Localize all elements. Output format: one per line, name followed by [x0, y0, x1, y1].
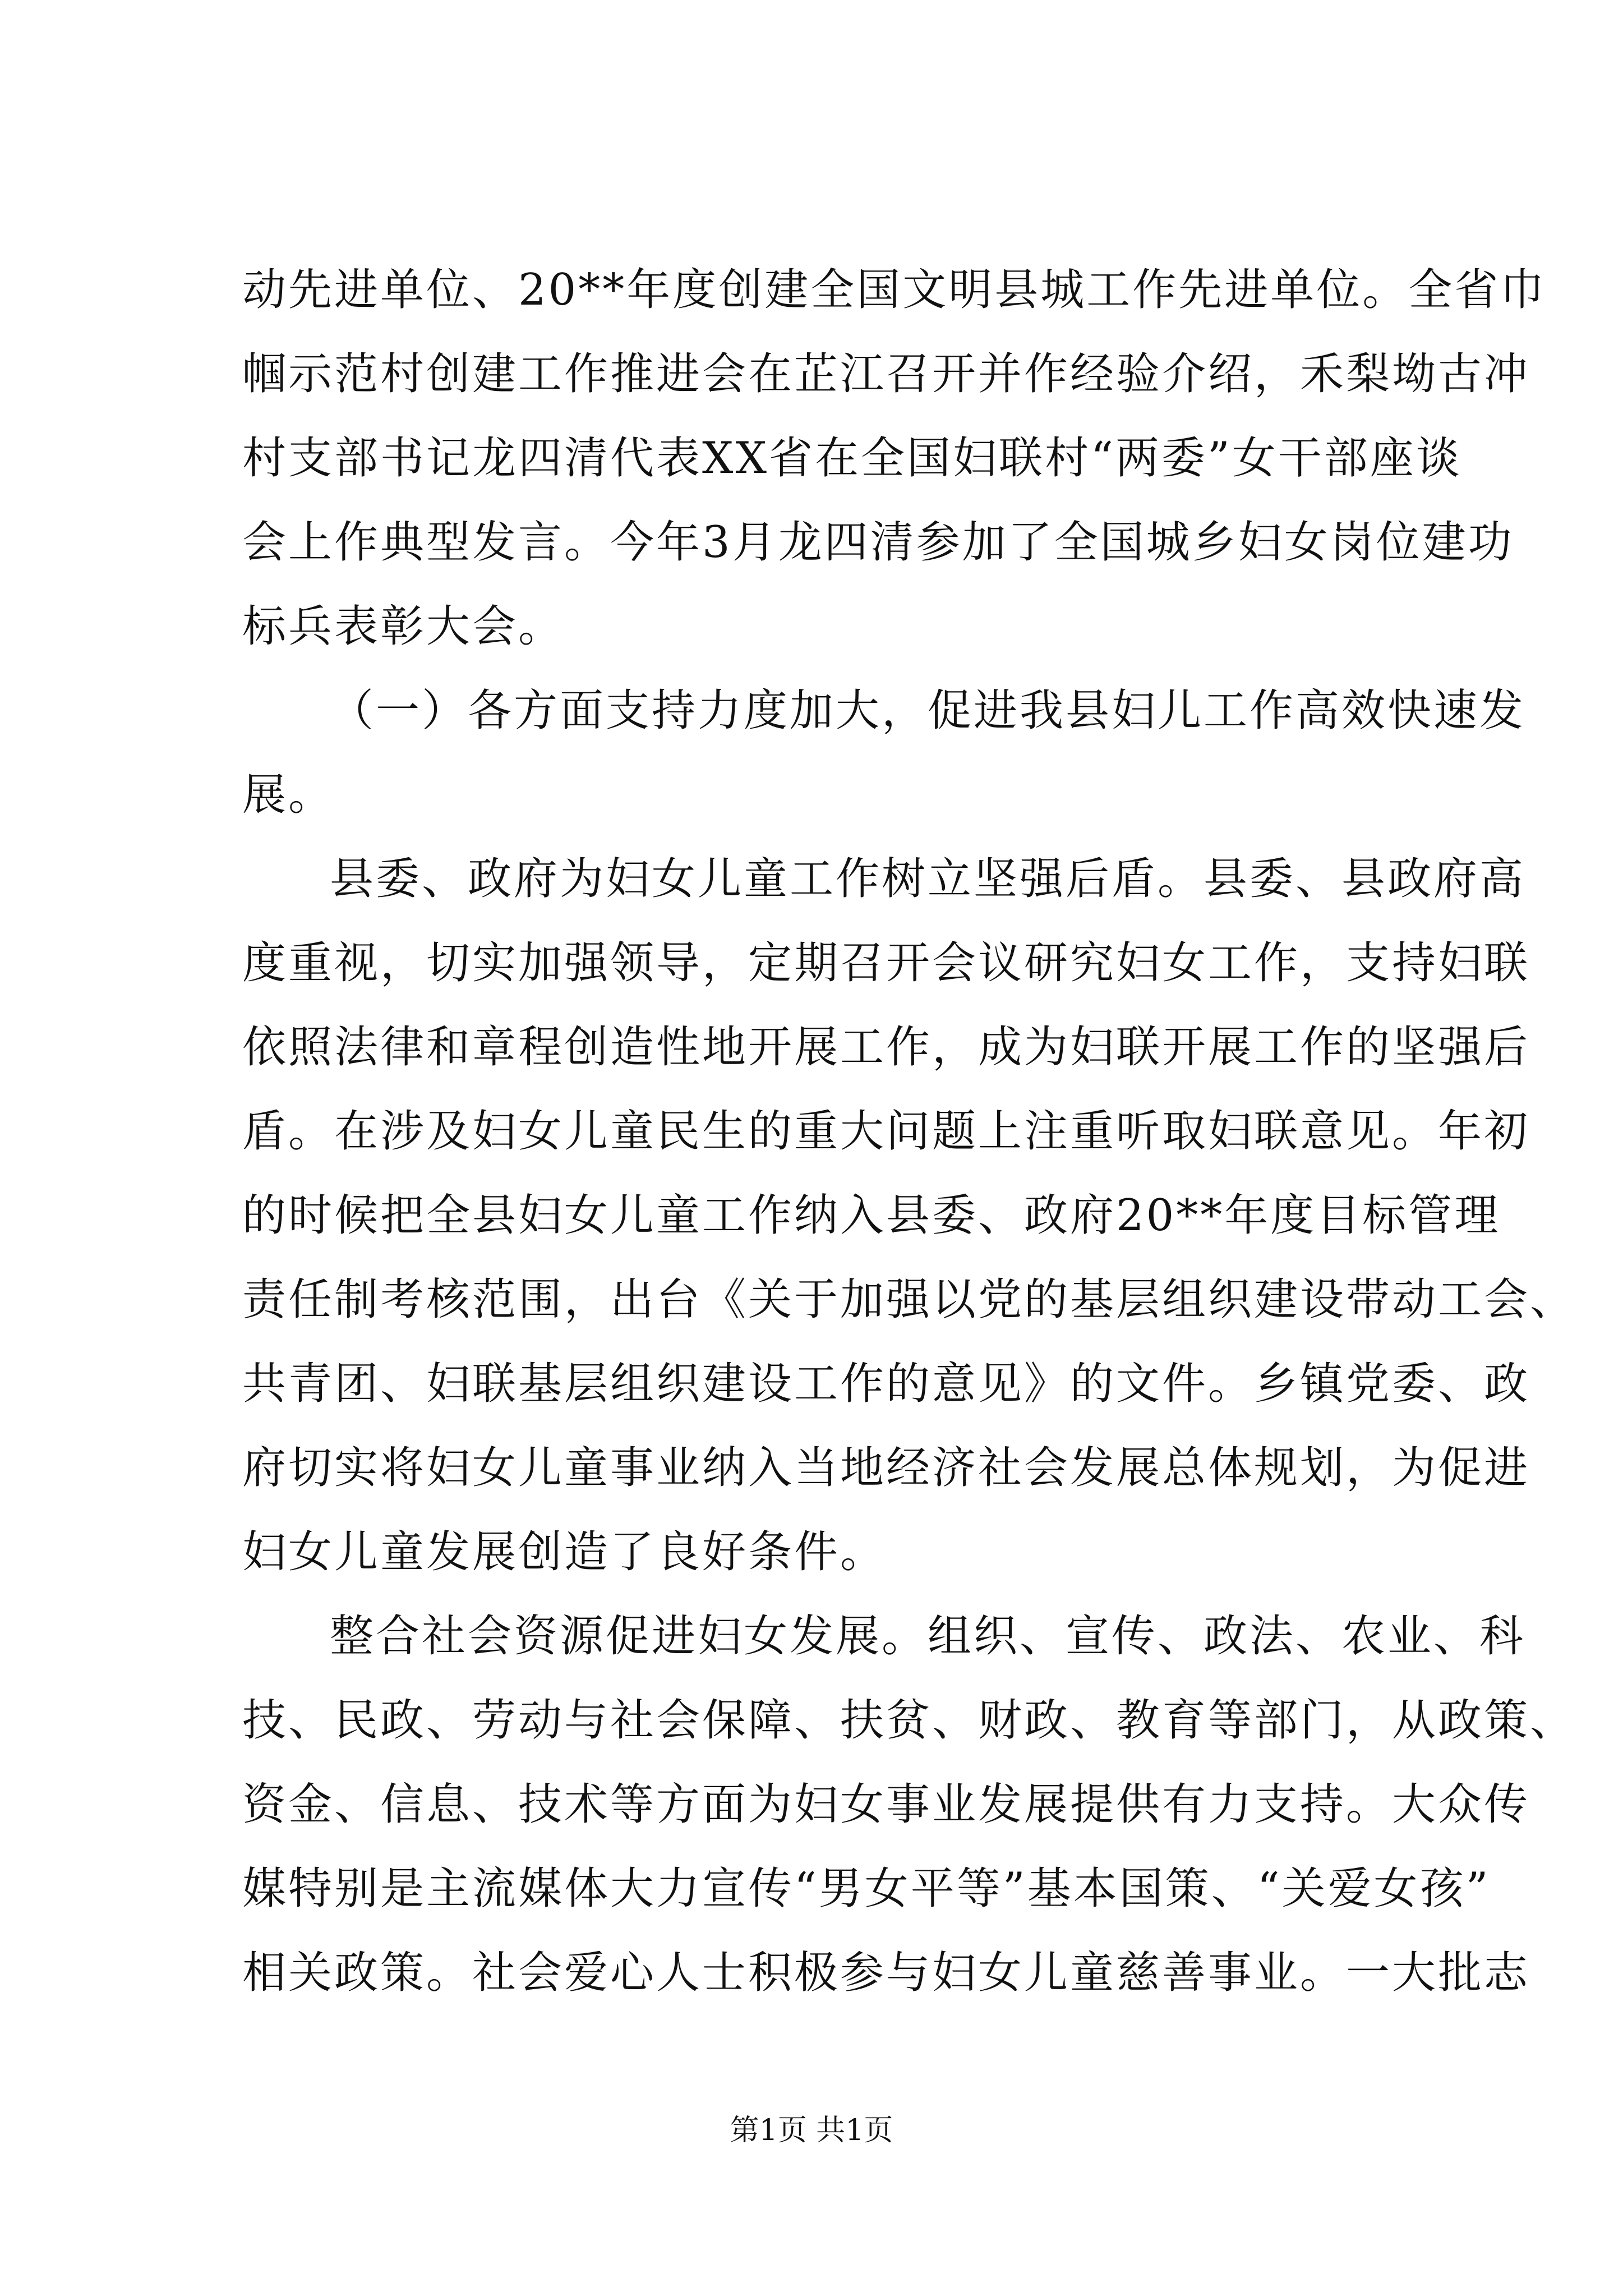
- text-line: 整合社会资源促进妇女发展。组织、宣传、政法、农业、科: [330, 1611, 1526, 1662]
- text-line: 度重视，切实加强领导，定期召开会议研究妇女工作，支持妇联: [242, 938, 1530, 988]
- text-line: 妇女儿童发展创造了良好条件。: [242, 1527, 887, 1577]
- paragraph: [242, 837, 1576, 1594]
- page-footer: [0, 2108, 1623, 2153]
- text-line: 县委、政府为妇女儿童工作树立坚强后盾。县委、县政府高: [330, 854, 1526, 904]
- text-line: 的时候把全县妇女儿童工作纳入县委、政府20**年度目标管理: [242, 1190, 1501, 1241]
- section-heading: [242, 669, 1526, 837]
- text-line: 村支部书记龙四清代表XX省在全国妇联村“两委”女干部座谈: [242, 433, 1462, 484]
- page-number-label: 第1页 共1页: [730, 2114, 893, 2147]
- text-line: 会上作典型发言。今年3月龙四清参加了全国城乡妇女岗位建功: [242, 517, 1514, 568]
- text-line: 标兵表彰大会。: [242, 601, 565, 652]
- text-line: 共青团、妇联基层组织建设工作的意见》的文件。乡镇党委、政: [242, 1359, 1530, 1409]
- document-body: [242, 248, 1576, 2015]
- paragraph: [242, 1594, 1576, 2015]
- text-line: 展。: [242, 770, 335, 820]
- text-line: 帼示范村创建工作推进会在芷江召开并作经验介绍，禾梨坳古冲: [242, 349, 1530, 399]
- text-line: 府切实将妇女儿童事业纳入当地经济社会发展总体规划，为促进: [242, 1443, 1530, 1493]
- text-line: （一）各方面支持力度加大，促进我县妇儿工作高效快速发: [330, 685, 1526, 736]
- text-line: 媒特别是主流媒体大力宣传“男女平等”基本国策、“关爱女孩”: [242, 1864, 1491, 1914]
- text-line: 依照法律和章程创造性地开展工作，成为妇联开展工作的坚强后: [242, 1022, 1530, 1073]
- text-line: 资金、信息、技术等方面为妇女事业发展提供有力支持。大众传: [242, 1779, 1530, 1830]
- text-line: 盾。在涉及妇女儿童民生的重大问题上注重听取妇联意见。年初: [242, 1106, 1530, 1157]
- paragraph: [242, 248, 1547, 669]
- text-line: 技、民政、劳动与社会保障、扶贫、财政、教育等部门，从政策、: [242, 1695, 1576, 1746]
- text-line: 动先进单位、20**年度创建全国文明县城工作先进单位。全省巾: [242, 265, 1547, 315]
- text-line: 责任制考核范围，出台《关于加强以党的基层组织建设带动工会、: [242, 1274, 1576, 1325]
- text-line: 相关政策。社会爱心人士积极参与妇女儿童慈善事业。一大批志: [242, 1948, 1530, 1998]
